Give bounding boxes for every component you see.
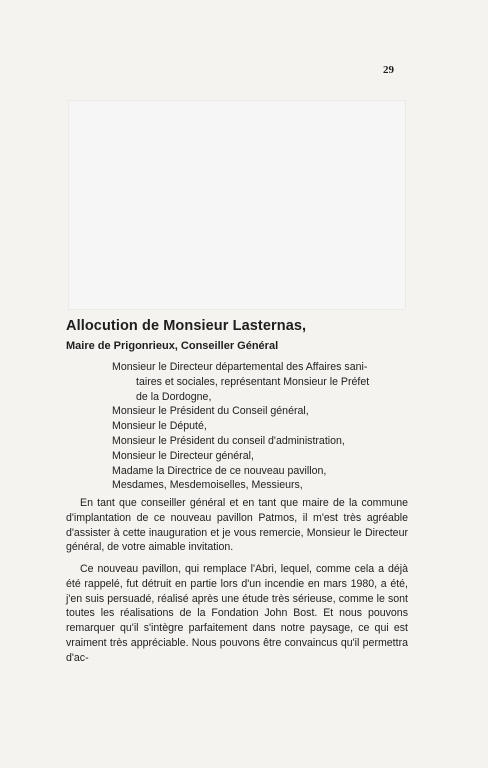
salutation-line: de la Dordogne,: [136, 390, 212, 403]
paragraph: Ce nouveau pavillon, qui remplace l'Abri, lequel, comme cela a déjà été rappelé, fut détruit en partie lors d'un incendie en mars 1980, a été, j'en suis persuadé, réalisé après une étude très sérieuse, comme le sont toutes les réalisations de la Fondation John Bost. Et nous pouvons remarquer qu'il s'intègre parfaitement dans notre paysage, ce qui est vraiment très appréciable. Nous pouvons être convaincus qu'il permettra d'ac-: [66, 563, 408, 664]
speaker-subtitle: Maire de Prigonrieux, Conseiller Général: [66, 340, 279, 352]
salutation-line: Madame la Directrice de ce nouveau pavillon,: [112, 464, 327, 477]
paragraph: En tant que conseiller général et en tant que maire de la commune d'implantation de ce nouveau pavillon Patmos, il m'est très agréable d'assister à cette inauguration et je vous remercie, Monsieur le Directeur général, de votre aimable invitation.: [66, 497, 408, 554]
salutation-line: Monsieur le Directeur départemental des Affaires sani-: [112, 361, 368, 373]
photo-placeholder: [68, 100, 406, 310]
salutation-line: Monsieur le Président du Conseil général,: [112, 405, 309, 418]
salutation-line: Monsieur le Président du conseil d'administration,: [112, 434, 345, 447]
salutation-line: Monsieur le Directeur général,: [112, 449, 254, 462]
salutation-line: Monsieur le Député,: [112, 420, 207, 433]
salutation-line: taires et sociales, représentant Monsieur le Préfet: [136, 375, 370, 388]
speech-title: Allocution de Monsieur Lasternas,: [66, 318, 307, 334]
salutation-line: Mesdames, Mesdemoiselles, Messieurs,: [112, 479, 303, 492]
salutations-list: [112, 360, 412, 493]
page-number: 29: [383, 64, 394, 76]
